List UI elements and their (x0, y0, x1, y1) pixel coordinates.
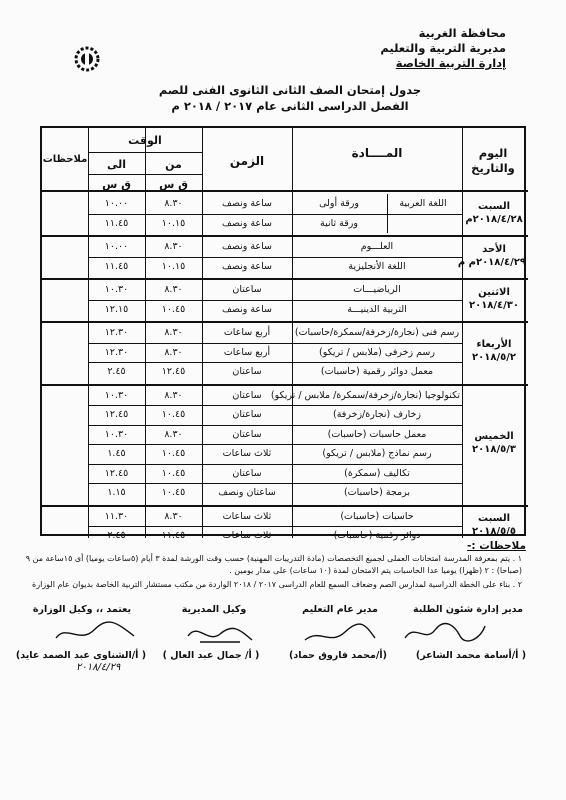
duration-cell: ثلاث ساعات (222, 448, 272, 459)
subject-name: التربية الدينيـــة (347, 303, 407, 315)
day-name: الاثنين (478, 286, 510, 298)
day-date: ٢٠١٨/٤/٢٩م م (457, 256, 526, 268)
header-notes: ملاحظات (42, 154, 88, 165)
time-to-cell: ١.٤٥ (107, 448, 126, 459)
subject-name: دوائر رقمية (حاسبات) (333, 530, 421, 541)
day-cell (462, 512, 526, 538)
subject-name: العلـــوم (360, 241, 394, 252)
day-date: ٢٠١٨/٤/٣٠ (468, 299, 520, 311)
note-2: ٢ . بناء على الخطة الدراسية لمدارس الصم وضعاف السمع للعام الدراسى ٢٠١٧ / ٢٠١٨ الواردة من مكتب مستشار التربية الخاصة بديوان عام الوزارة (32, 580, 522, 589)
title-line-2: الفصل الدراسى الثانى عام ٢٠١٧ / ٢٠١٨ م (171, 99, 409, 113)
time-from-cell: ٨.٣٠ (164, 284, 183, 295)
header-time: الوقت (128, 134, 162, 147)
signature-title-education: مدير عام التعليم (302, 604, 378, 615)
duration-cell: ساعتان (232, 366, 262, 377)
row-divider (88, 174, 202, 175)
time-from-cell: ٨.٣٠ (164, 510, 183, 522)
signature-name-directorate: ( أ/ جمال عبد العال ) (162, 650, 260, 661)
time-to-cell: ١.١٥ (107, 487, 126, 498)
row-divider (42, 278, 528, 280)
duration-cell: ساعتان (232, 467, 262, 479)
header-subject: المــــادة (351, 146, 403, 160)
duration-cell: ساعتان (232, 409, 262, 420)
subject-name: ورقة أولى (319, 198, 359, 209)
header-duration: الزمن (229, 154, 265, 168)
time-from-cell: ١٠.٤٥ (161, 409, 186, 420)
day-date: ٢٠١٨/٤/٢٨م (465, 213, 523, 225)
header-day: اليوم والتاريخ (471, 146, 515, 175)
handwritten-signature-3 (180, 618, 260, 648)
department-label: إدارة التربية الخاصة (395, 56, 506, 70)
subject-name: ورقة ثانية (320, 217, 358, 229)
time-to-cell: ١٢.٤٥ (104, 467, 129, 479)
subject-name: اللغة الأنجليزية (348, 260, 406, 272)
day-cell (457, 243, 526, 269)
duration-cell: ساعتان (232, 428, 262, 440)
time-to-cell: ١٢.١٥ (104, 303, 129, 315)
row-divider (42, 235, 528, 237)
time-to-cell: ١٠.٠٠ (104, 198, 129, 209)
group-divider (387, 194, 388, 233)
signature-date: ٢٠١٨/٤/٢٩ (76, 662, 121, 673)
ministry-gear-logo-icon (72, 42, 102, 76)
row-divider (88, 526, 462, 527)
duration-cell: أربع ساعات (223, 327, 271, 338)
note-1a: ١ . يتم بمعرفة المدرسة امتحانات العملى لجميع التخصصات (مادة التدريبات المهنية) حسب وقت الورشة لمدة ٣ أيام (٥ساعات يوميا) أى ١٥ساعة من ٩ (25, 554, 522, 563)
time-to-cell: ١١.٤٥ (104, 217, 129, 229)
handwritten-signature-2 (300, 618, 380, 648)
row-divider (88, 405, 462, 406)
row-divider (88, 425, 462, 426)
subject-name: حاسبات (حاسبات) (340, 510, 414, 522)
signature-name-ministry: ( أ/الشناوى عبد الصمد عايد) (15, 650, 147, 661)
time-to-cell: ٢.٤٥ (107, 366, 126, 377)
row-divider (88, 214, 462, 215)
time-to-cell: ١٠.٣٠ (104, 389, 129, 401)
duration-cell: ساعتان ونصف (218, 487, 276, 498)
row-divider (88, 444, 462, 445)
time-to-cell: ١٠.٣٠ (104, 428, 129, 440)
duration-cell: ساعة ونصف (222, 303, 272, 315)
row-divider (42, 384, 528, 386)
subject-name: رسم فنى (نجارة/زخرفة/سمكرة/حاسبات) (294, 327, 460, 338)
subject-name: رسم نماذج (ملابس / تريكو) (322, 448, 432, 459)
signature-title-directorate: وكيل المديرية (181, 604, 247, 615)
day-name: السبت (477, 200, 511, 212)
time-from-cell: ١١.٤٥ (161, 530, 186, 541)
time-from-cell: ٨.٣٠ (164, 241, 183, 252)
header-from: من (165, 158, 182, 171)
day-name: الخميس (474, 431, 514, 442)
time-from-cell: ١٠.٤٥ (161, 448, 186, 459)
time-to-cell: ١٠.٣٠ (104, 284, 129, 295)
signature-title-ministry: يعتمد ،، وكيل الوزارة (32, 604, 132, 615)
title-line-1: جدول إمتحان الصف الثانى الثانوى الفنى للصم (158, 83, 422, 97)
duration-cell: ساعة ونصف (222, 198, 272, 209)
document-title (110, 82, 470, 114)
row-divider (88, 362, 462, 363)
day-name: الأحد (482, 243, 506, 255)
subject-group-label: اللغة العربية (399, 198, 447, 209)
row-divider (42, 505, 528, 507)
subject-name: معمل دوائر رقمية (حاسبات) (320, 366, 434, 377)
letterhead (326, 26, 506, 71)
subject-name: الرياضيـــات (353, 284, 401, 295)
day-name: الأربعاء (476, 339, 512, 351)
duration-cell: ساعة ونصف (222, 217, 272, 229)
row-divider (88, 464, 462, 465)
row-divider (88, 257, 462, 258)
day-date: ٢٠١٨/٥/٢ (472, 352, 516, 364)
header-to-units: ق س (102, 178, 131, 191)
time-from-cell: ٨.٣٠ (164, 389, 183, 401)
day-date: ٢٠١٨/٥/٥ (472, 526, 516, 537)
duration-cell: ثلاث ساعات (222, 530, 272, 541)
exam-table (40, 126, 526, 541)
signature-name-students: ( أ/أسامة محمد الشاعر) (415, 650, 527, 661)
directorate-label: مديرية التربية والتعليم (380, 41, 506, 55)
subject-name: معمل حاسبات (حاسبات) (327, 428, 427, 440)
time-from-cell: ١٠.٤٥ (161, 303, 186, 315)
handwritten-signature-1 (400, 618, 490, 648)
day-cell (462, 200, 526, 226)
time-from-cell: ١٠.٤٥ (161, 467, 186, 479)
day-cell (462, 286, 526, 312)
time-from-cell: ١٠.١٥ (161, 217, 186, 229)
governorate-label: محافظة الغربية (418, 26, 506, 40)
duration-cell: ثلاث ساعات (222, 510, 272, 522)
row-divider (88, 343, 462, 344)
row-divider (88, 300, 462, 301)
notes-title: ملاحظات :- (467, 540, 526, 552)
subject-name: برمجة (حاسبات) (343, 487, 411, 498)
time-from-cell: ١٠.١٥ (161, 260, 186, 272)
handwritten-signature-4 (50, 618, 140, 648)
subject-name: تكاليف (سمكرة) (344, 467, 410, 479)
duration-cell: ساعة ونصف (222, 241, 272, 252)
duration-cell: ساعة ونصف (222, 260, 272, 272)
time-to-cell: ١١.٣٠ (104, 510, 129, 522)
row-divider (88, 483, 462, 484)
duration-cell: ساعتان (232, 284, 262, 295)
row-divider (42, 190, 528, 192)
day-date: ٢٠١٨/٥/٣ (472, 444, 516, 455)
time-to-cell: ١٠.٠٠ (104, 241, 129, 252)
note-1b: (صباحا) : ٢ (ظهرا) يوميا عدا الحاسبات يتم الامتحان لمدة (١٠ ساعات) على مدار يومين . (229, 566, 522, 575)
day-cell (462, 430, 526, 456)
duration-cell: ساعتان (232, 389, 262, 401)
time-to-cell: ٢.٤٥ (107, 530, 126, 541)
subject-name: رسم زخرفى (ملابس / تريكو) (319, 346, 435, 358)
day-name: السبت (477, 513, 511, 524)
time-to-cell: ١٢.٣٠ (104, 346, 129, 358)
subject-name: زخارف (نجارة/زخرفة) (333, 409, 421, 420)
signature-title-students: مدير إدارة شئون الطلبة (412, 604, 524, 615)
signature-name-education: (أ/محمد فاروق حماد) (289, 650, 387, 661)
time-from-cell: ٨.٣٠ (164, 428, 183, 440)
row-divider (88, 152, 202, 153)
time-from-cell: ٨.٣٠ (164, 346, 183, 358)
time-from-cell: ١٠.٤٥ (161, 487, 186, 498)
header-from-units: ق س (159, 178, 188, 191)
time-from-cell: ٨.٣٠ (164, 327, 183, 338)
duration-cell: أربع ساعات (223, 346, 271, 358)
header-to: الى (106, 158, 127, 171)
day-cell (462, 338, 526, 364)
time-from-cell: ٨.٣٠ (164, 198, 183, 209)
subject-name: تكنولوجيا (نجارة/زخرفة/سمكرة/ ملابس / تريكو) (270, 389, 460, 401)
time-to-cell: ١٢.٤٥ (104, 409, 129, 420)
time-from-cell: ١٢.٤٥ (161, 366, 186, 377)
row-divider (42, 321, 528, 323)
time-to-cell: ١٢.٣٠ (104, 327, 129, 338)
time-to-cell: ١١.٤٥ (104, 260, 129, 272)
